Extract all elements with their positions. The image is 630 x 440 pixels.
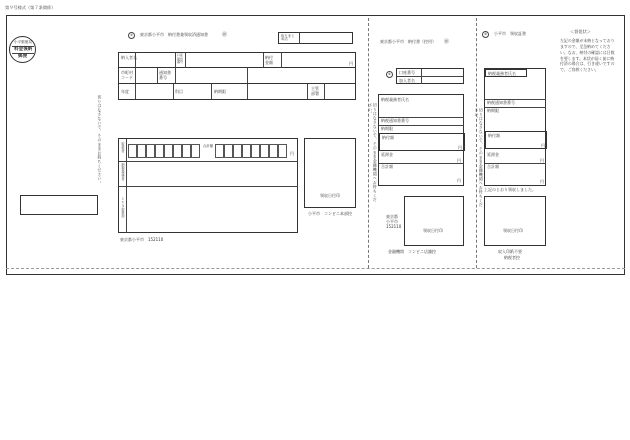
middle-slip: 東京都小平市 納付書（控用） ㊞ ② 口座番号 加入者名 切りはなさないで、そのまま金融機関へお持ちください。 納税義務者氏名 納税通知書番号 納期限 納付額 円 延滞金 円 合計額 円 東京都 小平市 152110 領収日付印 金融機関 コンビニ店舗控 bbox=[372, 28, 472, 268]
left-receipt-stamp: 領収日付印 bbox=[304, 138, 356, 208]
bottom-fold-line bbox=[6, 268, 625, 269]
left-slip: ① 東京都小平市 納付書兼領収済通知書 ㊞ 取りまとめ店 納入者名 口座 振替 番号 納付 金額 円 市町村 コード 通知書 番号 年度 科目 納期限 主管 部署 取扱者 納税義務者 ＣＶＳ取扱用 合計額 円 東京都小平市 152110 領収日付印 小平市 コンビニ本部控 bbox=[118, 28, 358, 248]
period-row: 年度 科目 納期限 主管 部署 bbox=[118, 84, 356, 100]
middle-vertical-note: 切りはなさないで、そのまま金融機関へお持ちください。 bbox=[368, 103, 378, 202]
notice-body: 左記の金額が未納となっておりますので、至急納めてください。なお、納付の確認には日数を要します。本状が届く前に納付済の場合は、行き違いですので、ご容赦ください。 bbox=[560, 38, 615, 73]
account-box: 口座番号 加入者名 bbox=[396, 68, 464, 84]
left-slip-address: 東京都小平市 152110 bbox=[120, 237, 164, 242]
middle-detail-table: 納税義務者氏名 納税通知書番号 納期限 納付額 円 延滞金 円 合計額 円 bbox=[378, 94, 464, 186]
taxpayer-copy-label: 納税者控 bbox=[504, 255, 520, 260]
cvs-block: 取扱者 納税義務者 ＣＶＳ取扱用 合計額 円 bbox=[118, 138, 298, 233]
reminder-notice bbox=[558, 28, 618, 108]
right-vertical-note: 切りはなさないで、そのまま金融機関へお持ちください。 bbox=[474, 108, 484, 207]
code-row: 市町村 コード 通知書 番号 bbox=[118, 68, 356, 84]
left-slip-title: 東京都小平市 納付書兼領収済通知書 bbox=[140, 32, 208, 37]
middle-bottom-label: 金融機関 コンビニ店舗控 bbox=[388, 249, 436, 254]
cvs-control-label: 小平市 コンビニ本部控 bbox=[308, 211, 352, 216]
right-detail-table: 納税義務者氏名 納税通知書番号 納期限 納付額 円 延滞金 円 合計額 円 bbox=[484, 68, 546, 186]
payer-row: 納入者名 口座 振替 番号 納付 金額 円 bbox=[118, 52, 356, 68]
middle-address: 東京都 小平市 152110 bbox=[386, 214, 402, 229]
left-side-note: 切りはなさないで、そのままお持ちください。 bbox=[97, 95, 103, 186]
right-receipt-stamp: 領収日付印 bbox=[484, 196, 546, 246]
postage-mark: 小平郵便局 料金後納 郵便 bbox=[9, 36, 36, 63]
received-statement: 上記のとおり領収しました。 bbox=[484, 187, 536, 192]
right-slip: ③ 小平市 領収証書 切りはなさないで、そのまま金融機関へお持ちください。 納税義務者氏名 納税通知書番号 納期限 納付額 円 延滞金 円 合計額 円 上記のとおり領収しました。 領収日付印 収入印紙不要 納税者控 bbox=[474, 31, 545, 260]
collection-store-box: 取りまとめ店 bbox=[278, 32, 353, 44]
notice-title: ＜督促状＞ bbox=[570, 29, 591, 34]
middle-receipt-stamp: 領収日付印 bbox=[404, 196, 464, 246]
address-window bbox=[20, 195, 98, 215]
form-number: 第９号様式（第７条関係） bbox=[5, 5, 56, 10]
